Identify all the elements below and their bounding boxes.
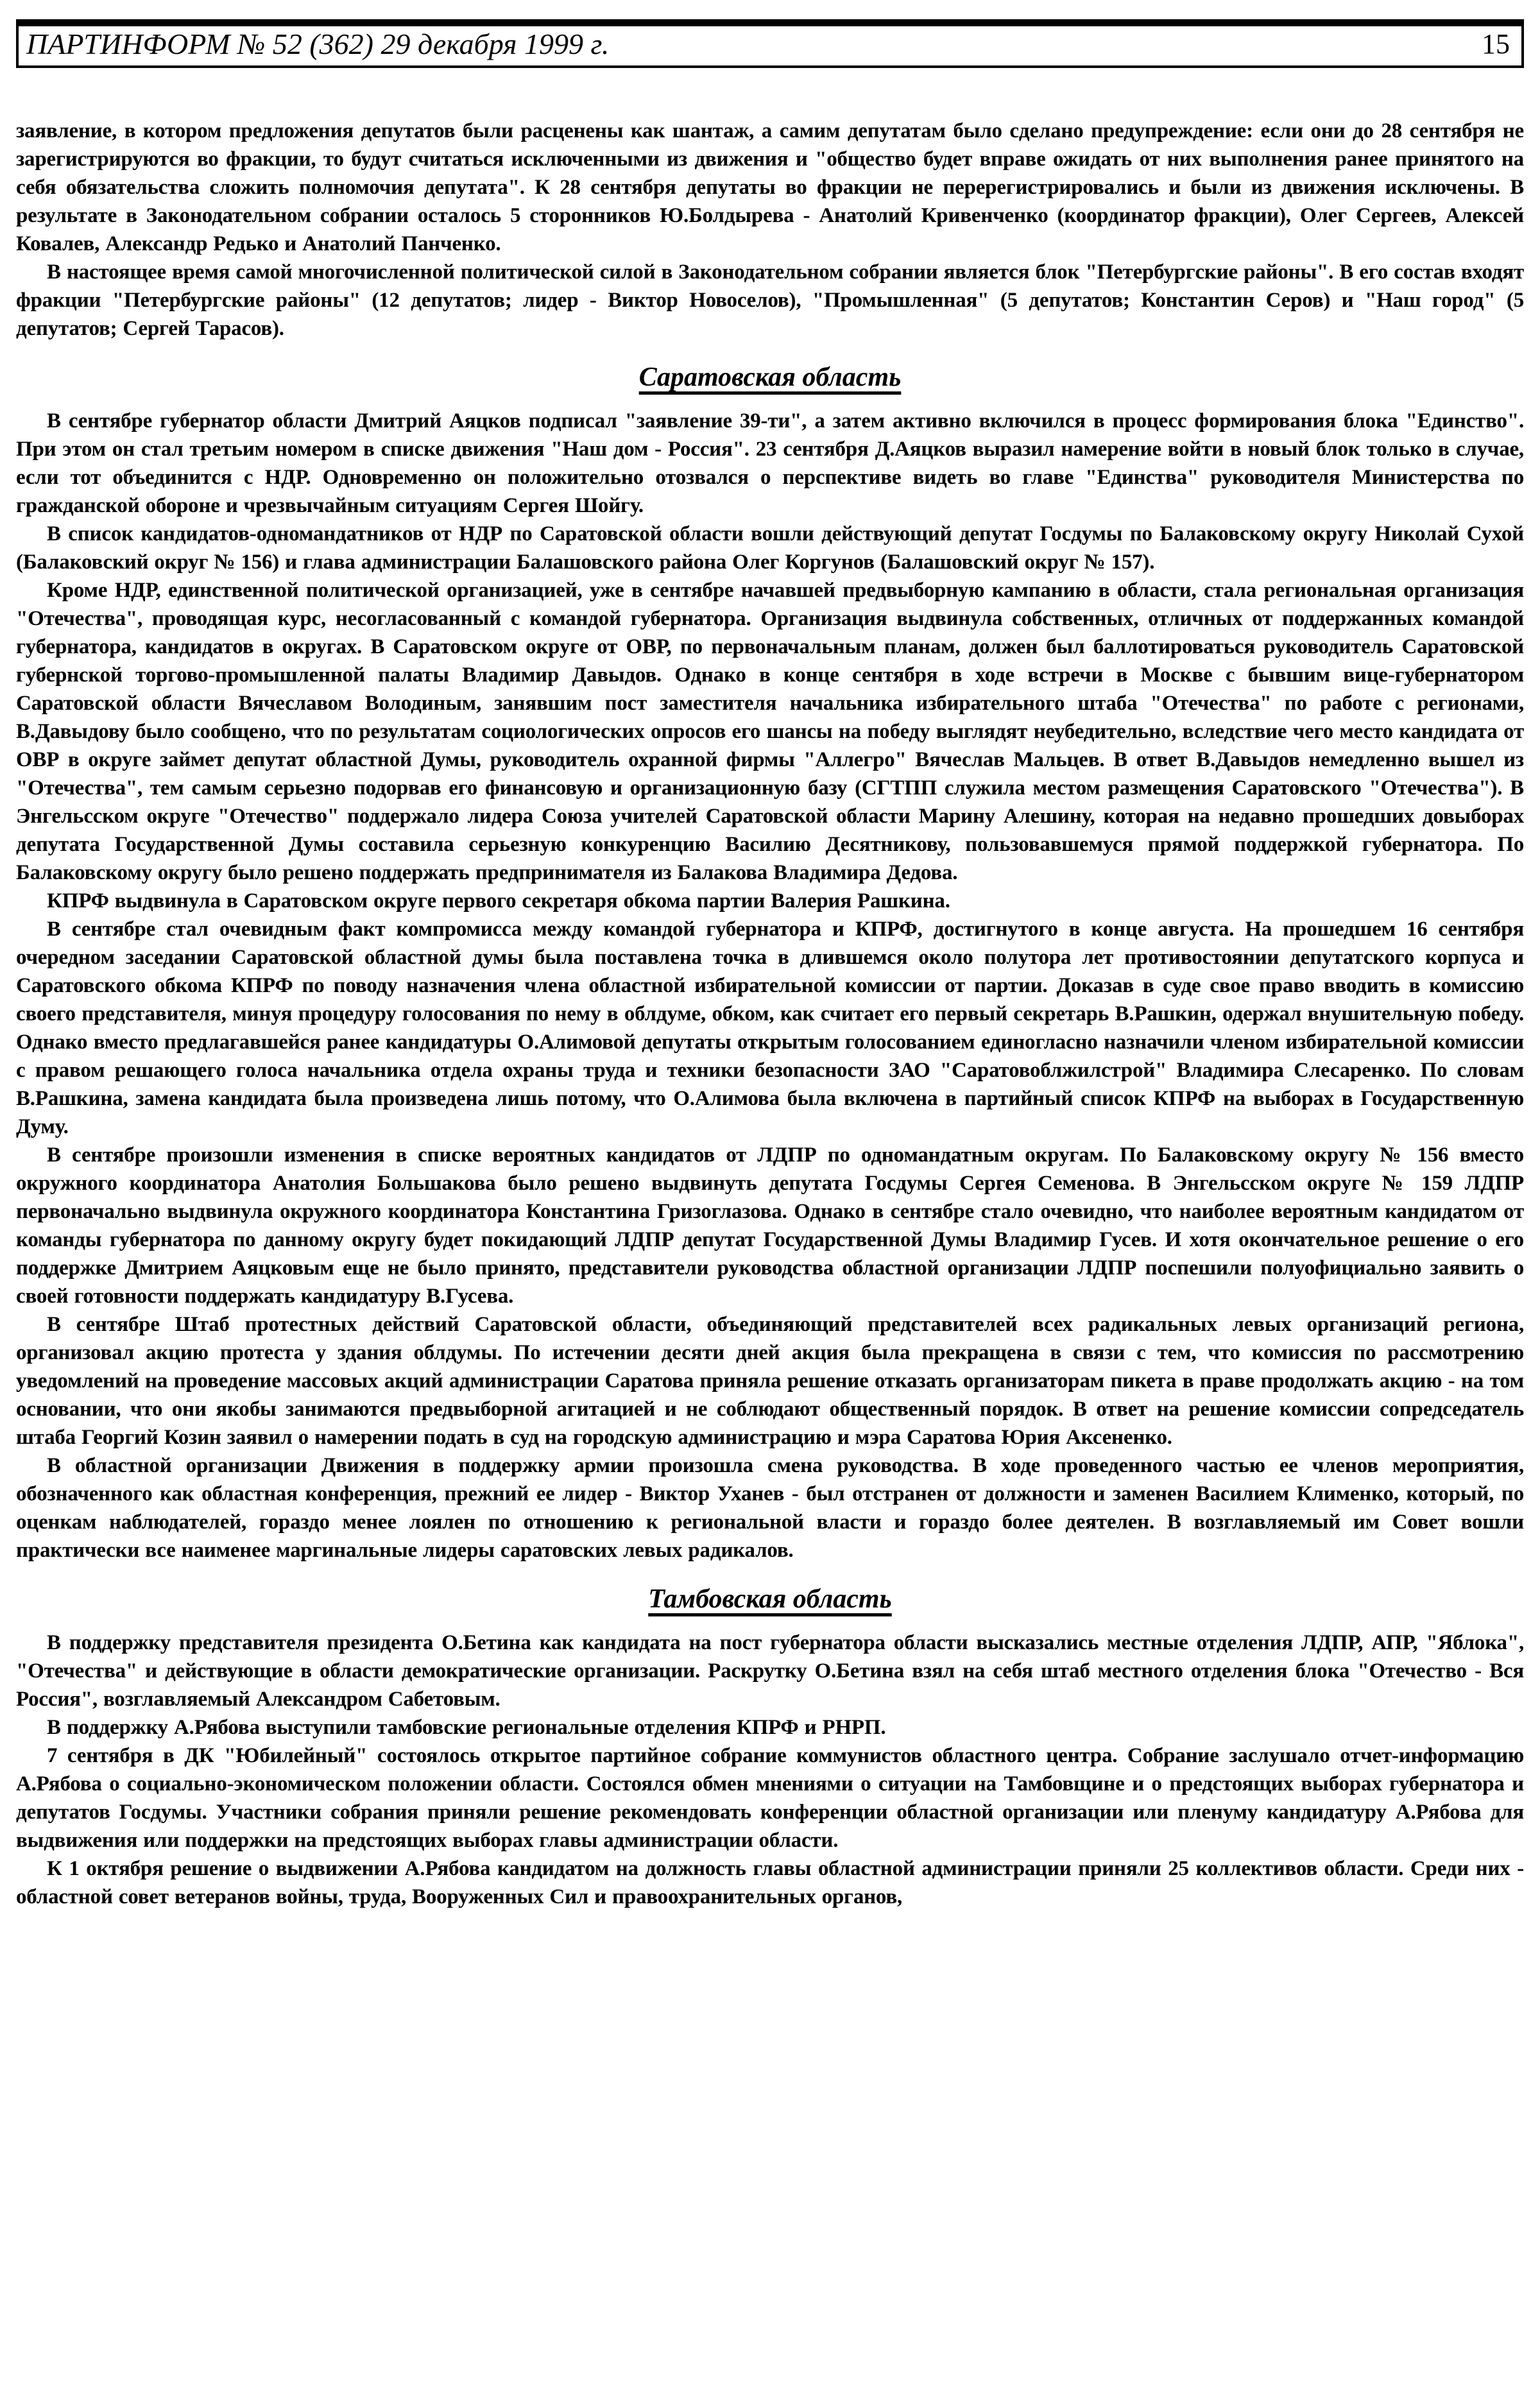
body-paragraph: Кроме НДР, единственной политической организацией, уже в сентябре начавшей предвыборную кампанию в области, стала региональная организация "Отечества", проводящая курс, несогласованный с командой губернатора. Организация выдвинула собственных, отличных от поддержанных командой губернатора, кандидатов в округах. В Саратовском округе от ОВР, по первоначальным планам, должен был баллотироваться руководитель Саратовской губернской торгово-промышленной палаты Владимир Давыдов. Однако в конце сентября в ходе встречи в Москве с бывшим вице-губернатором Саратовской области Вячеславом Володиным, занявшим пост заместителя начальника избирательного штаба "Отечества" по работе с регионами, В.Давыдову было сообщено, что по результатам социологических опросов его шансы на победу выглядят неубедительно, вследствие чего место кандидата от ОВР в округе займет депутат областной Думы, руководитель охранной фирмы "Аллегро" Вячеслав Мальцев. В ответ В.Давыдов немедленно вышел из "Отечества", тем самым серьезно подорвав его финансовую и организационную базу (СГТПП служила местом размещения Саратовского "Отечества"). В Энгельсском округе "Отечество" поддержало лидера Союза учителей Саратовской области Марину Алешину, которая на недавно прошедших довыборах депутата Государственной Думы составила серьезную конкуренцию Василию Десятникову, пользовавшемуся прямой поддержкой губернатора. По Балаковскому округу было решено поддержать предпринимателя из Балакова Владимира Дедова.: [16, 579, 1524, 884]
page-number: 15: [1482, 28, 1510, 60]
body-paragraph: КПРФ выдвинула в Саратовском округе первого секретаря обкома партии Валерия Рашкина.: [47, 889, 950, 913]
section-heading-tambov: Тамбовская область: [648, 1584, 892, 1614]
article-body: [16, 117, 1524, 1911]
body-paragraph: заявление, в котором предложения депутатов были расценены как шантаж, а самим депутатам было сделано предупреждение: если они до 28 сентября не зарегистрируются во фракции, то будут считаться исключенными из движения и "общество будет вправе ожидать от них выполнения ранее принятого на себя обязательства сложить полномочия депутата". К 28 сентября депутаты во фракции не перерегистрировались и были из движения исключены. В результате в Законодательном собрании осталось 5 сторонников Ю.Болдырева - Анатолий Кривенченко (координатор фракции), Олег Сергеев, Алексей Ковалев, Александр Редько и Анатолий Панченко.: [16, 119, 1524, 255]
body-paragraph: К 1 октября решение о выдвижении А.Рябова кандидатом на должность главы областной администрации приняли 25 коллективов области. Среди них - областной совет ветеранов войны, труда, Вооруженных Сил и правоохранительных органов,: [16, 1857, 1524, 1908]
newsletter-masthead: ПАРТИНФОРМ № 52 (362) 29 декабря 1999 г.: [26, 28, 610, 60]
body-paragraph: В сентябре произошли изменения в списке вероятных кандидатов от ЛДПР по одномандатным округам. По Балаковскому округу № 156 вместо окружного координатора Анатолия Большакова было решено выдвинуть депутата Госдумы Сергея Семенова. В Энгельсском округе № 159 ЛДПР первоначально выдвинула окружного координатора Константина Гризоглазова. Однако в сентябре стало очевидно, что наиболее вероятным кандидатом от команды губернатора по данному округу будет покидающий ЛДПР депутат Государственной Думы Владимир Гусев. И хотя окончательное решение о его поддержке Дмитрием Аяцковым еще не было принято, представители руководства областной организации ЛДПР поспешили полуофициально заявить о своей готовности поддержать кандидатуру В.Гусева.: [16, 1144, 1524, 1308]
body-paragraph: 7 сентября в ДК "Юбилейный" состоялось открытое партийное собрание коммунистов областного центра. Собрание заслушало отчет-информацию А.Рябова о социально-экономическом положении области. Состоялся обмен мнениями о ситуации на Тамбовщине и о предстоящих выборах губернатора и депутатов Госдумы. Участники собрания приняли решение рекомендовать конференции областной организации или пленуму кандидатуру А.Рябова для выдвижения или поддержки на предстоящих выборах главы администрации области.: [16, 1744, 1524, 1852]
section-heading-saratov: Саратовская область: [638, 363, 902, 392]
body-paragraph: В сентябре стал очевидным факт компромисса между командой губернатора и КПРФ, достигнутого в конце августа. На прошедшем 16 сентября очередном заседании Саратовской областной думы была поставлена точка в длившемся около полутора лет противостоянии депутатского корпуса и Саратовского обкома КПРФ по поводу назначения члена областной избирательной комиссии от партии. Доказав в суде свое право вводить в комиссию своего представителя, минуя процедуру голосования по нему в облдуме, обком, как считает его первый секретарь В.Рашкин, одержал внушительную победу. Однако вместо предлагавшейся ранее кандидатуры О.Алимовой депутаты открытым голосованием единогласно назначили членом избирательной комиссии с правом решающего голоса начальника отдела охраны труда и техники безопасности ЗАО "Саратовоблжилстрой" Владимира Слесаренко. По словам В.Рашкина, замена кандидата была произведена лишь потому, что О.Алимова была включена в партийный список КПРФ на выборах в Государственную Думу.: [16, 918, 1524, 1138]
body-paragraph: В сентябре губернатор области Дмитрий Аяцков подписал "заявление 39-ти", а затем активно включился в процесс формирования блока "Единство". При этом он стал третьим номером в списке движения "Наш дом - Россия". 23 сентября Д.Аяцков выразил намерение войти в новый блок только в случае, если тот объединится с НДР. Одновременно он положительно отозвался о перспективе видеть во главе "Единства" руководителя Министерства по гражданской обороне и чрезвычайным ситуациям Сергея Шойгу.: [16, 409, 1524, 517]
body-paragraph: В настоящее время самой многочисленной политической силой в Законодательном собрании является блок "Петербургские районы". В его состав входят фракции "Петербургские районы" (12 депутатов; лидер - Виктор Новоселов), "Промышленная" (5 депутатов; Константин Серов) и "Наш город" (5 депутатов; Сергей Тарасов).: [16, 261, 1524, 340]
body-paragraph: В список кандидатов-одномандатников от НДР по Саратовской области вошли действующий депутат Госдумы по Балаковскому округу Николай Сухой (Балаковский округ № 156) и глава администрации Балашовского района Олег Коргунов (Балашовский округ № 157).: [16, 522, 1524, 574]
body-paragraph: В поддержку представителя президента О.Бетина как кандидата на пост губернатора области высказались местные отделения ЛДПР, АПР, "Яблока", "Отечества" и действующие в области демократические организации. Раскрутку О.Бетина взял на себя штаб местного отделения блока "Отечество - Вся Россия", возглавляемый Александром Сабетовым.: [16, 1631, 1524, 1711]
body-paragraph: В сентябре Штаб протестных действий Саратовской области, объединяющий представителей всех радикальных левых организаций региона, организовал акцию протеста у здания облдумы. По истечении десяти дней акция была прекращена в связи с тем, что комиссия по рассмотрению уведомлений на проведение массовых акций администрации Саратова приняла решение отказать организаторам пикета в праве продолжать акцию - на том основании, что они якобы занимаются предвыборной агитацией и не соблюдают общественный порядок. В ответ на решение комиссии сопредседатель штаба Георгий Козин заявил о намерении подать в суд на городскую администрацию и мэра Саратова Юрия Аксененко.: [16, 1313, 1524, 1449]
page-header: [16, 19, 1524, 68]
body-paragraph: В областной организации Движения в поддержку армии произошла смена руководства. В ходе проведенного частью ее членов мероприятия, обозначенного как областная конференция, прежний ее лидер - Виктор Уханев - был отстранен от должности и заменен Василием Клименко, который, по оценкам наблюдателей, гораздо менее лоялен по отношению к региональной власти и гораздо более деятелен. В возглавляемый им Совет вошли практически все наименее маргинальные лидеры саратовских левых радикалов.: [16, 1454, 1524, 1562]
body-paragraph: В поддержку А.Рябова выступили тамбовские региональные отделения КПРФ и РНРП.: [47, 1716, 886, 1739]
